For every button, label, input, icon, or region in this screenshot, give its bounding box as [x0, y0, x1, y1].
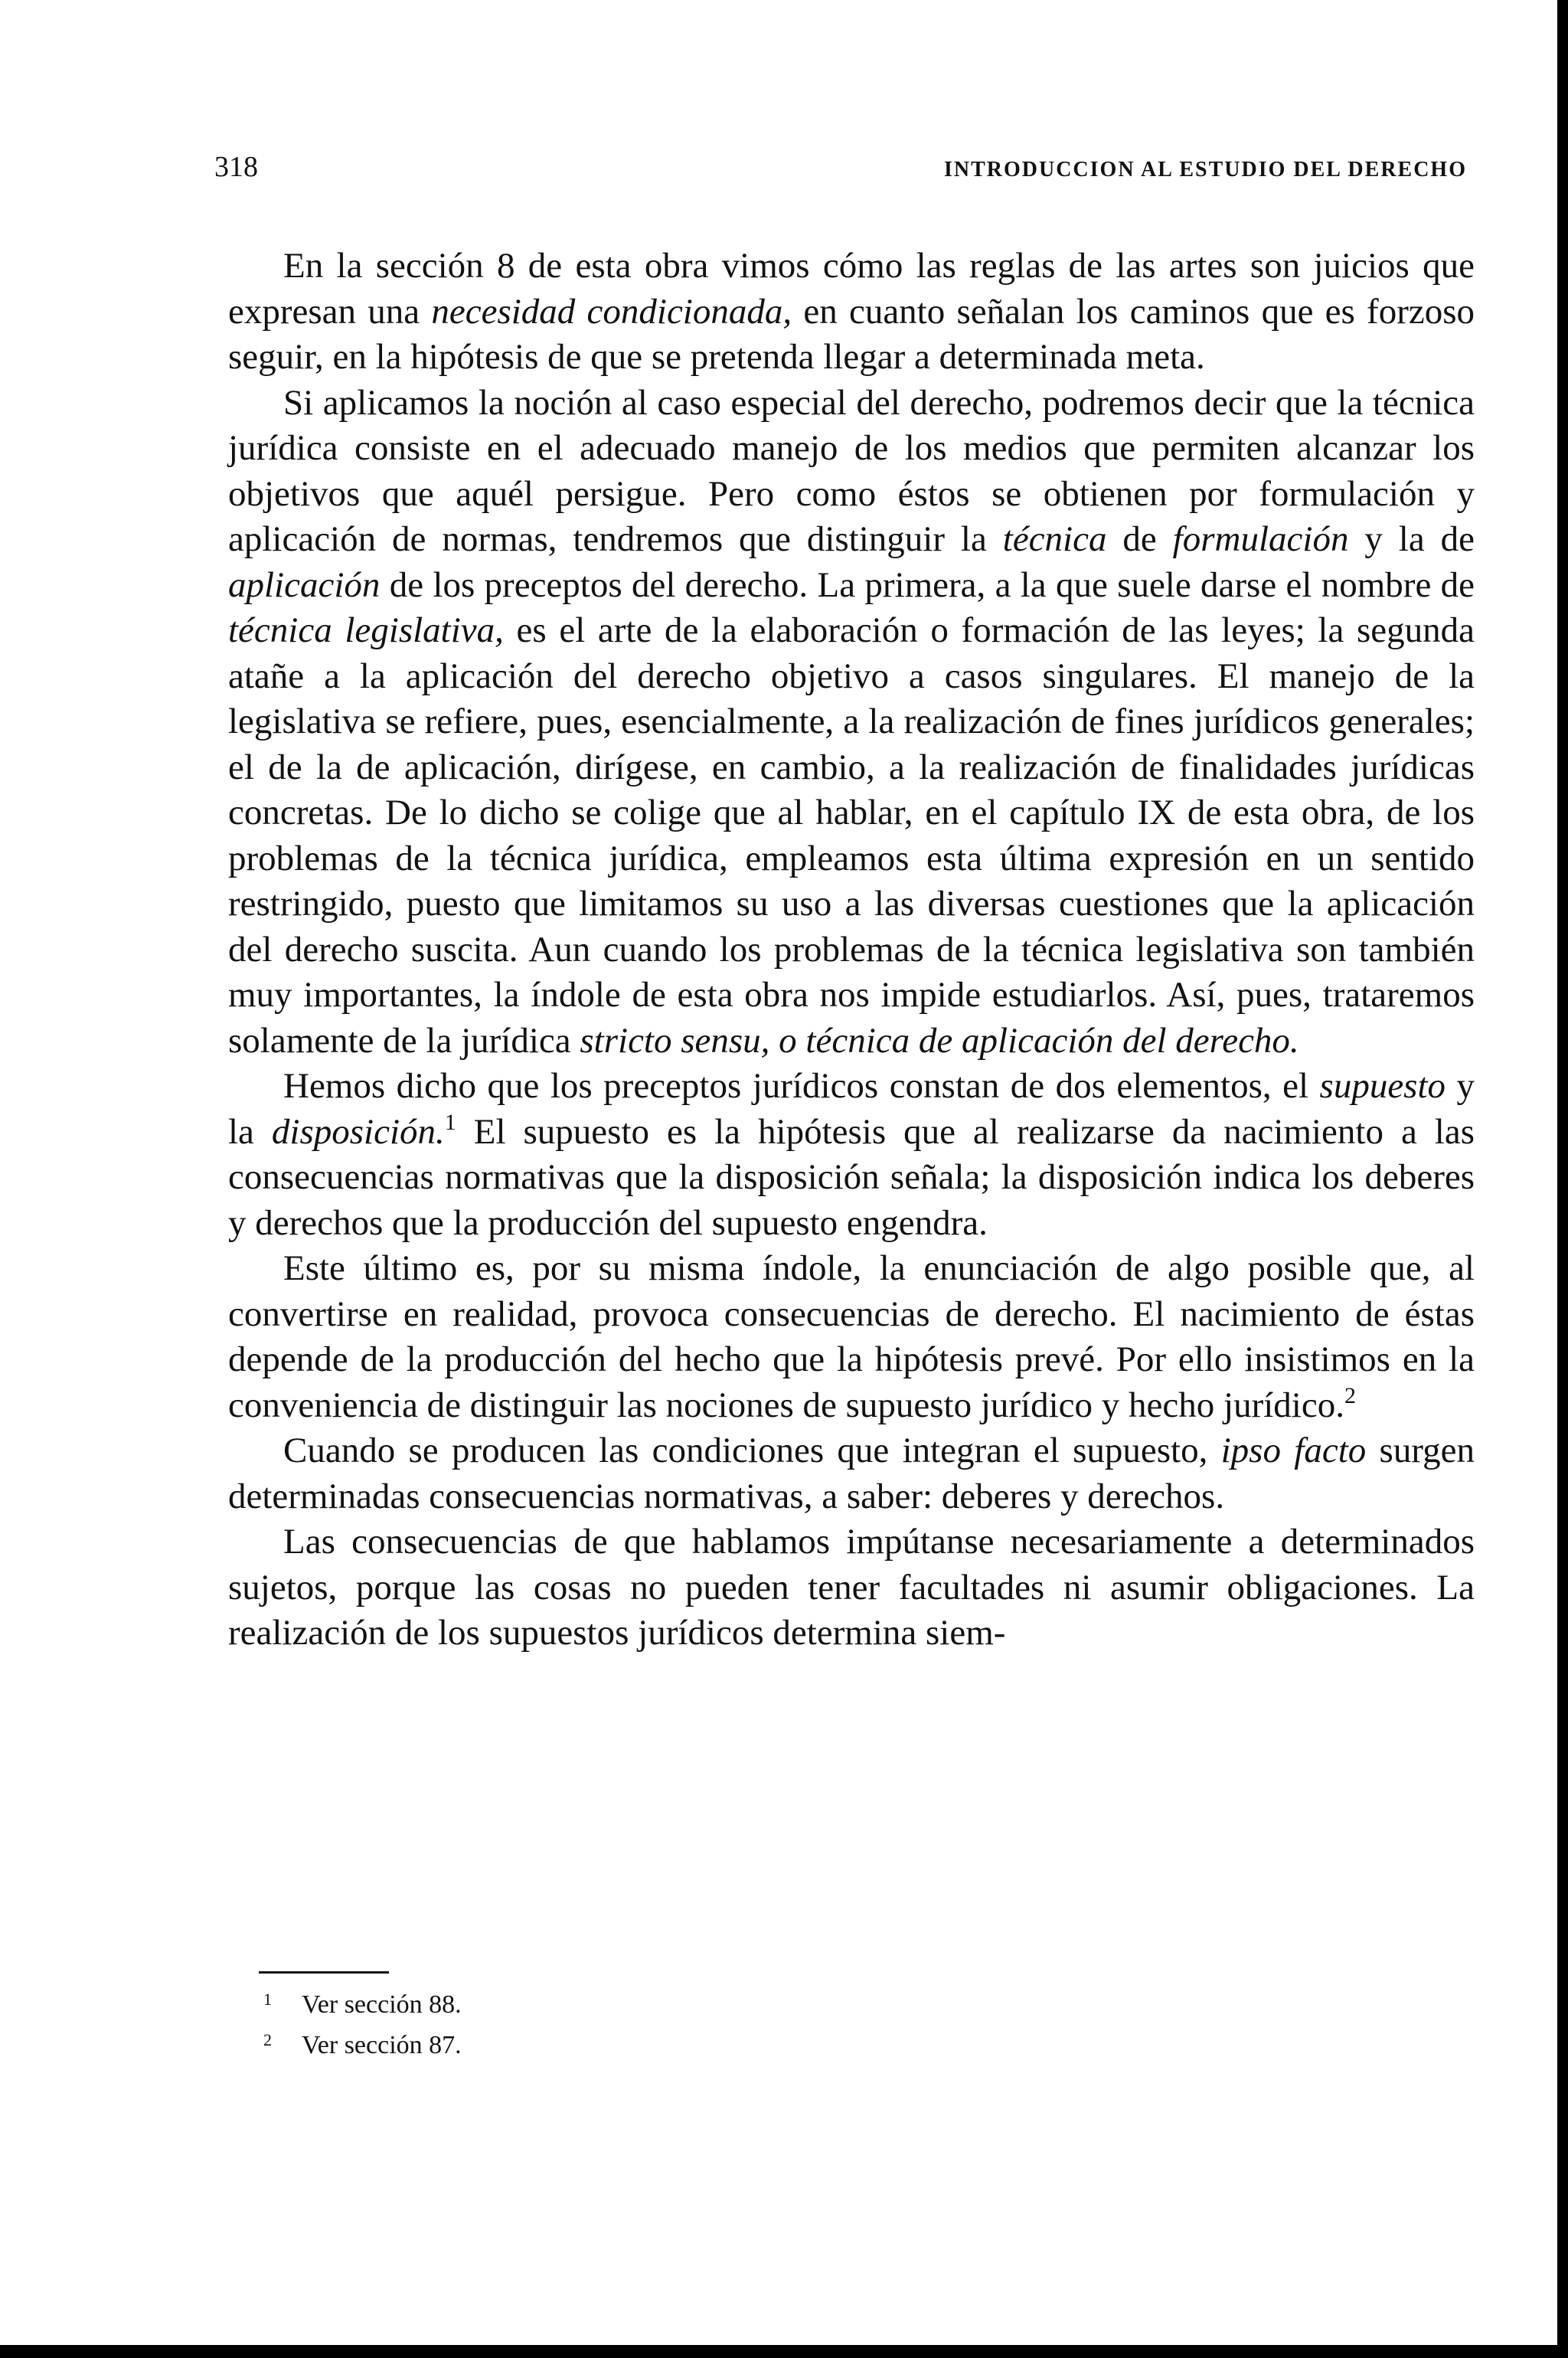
text-run: y la: [228, 1066, 1475, 1152]
italic-text: formulación: [1172, 519, 1349, 559]
footnote-text: Ver sección 88.: [302, 1990, 462, 2019]
footnote: [263, 2023, 462, 2063]
italic-text: aplicación: [228, 564, 381, 605]
text-run: de: [1106, 519, 1173, 559]
text-run: de los preceptos del derecho. La primera, a la que suele darse el nombre de: [380, 564, 1475, 605]
italic-text: supuesto: [1319, 1066, 1446, 1106]
footnote-marker: 1: [263, 1990, 272, 2009]
italic-text: técnica: [1002, 519, 1107, 559]
text-run: Cuando se producen las condiciones que integran el supuesto,: [283, 1431, 1221, 1470]
footnotes: [263, 1982, 462, 2063]
italic-text: ipso facto: [1220, 1431, 1367, 1470]
italic-text: stricto sensu, o técnica de aplicación del derecho.: [580, 1020, 1299, 1061]
text-run: en cuanto señalan los caminos que es forzoso seguir, en la hipótesis de que se pretenda llegar a determinada meta.: [228, 291, 1475, 377]
paragraph: [228, 1428, 1475, 1519]
paragraph: [228, 381, 1475, 1065]
italic-text: necesidad condicionada,: [431, 291, 792, 332]
text-run: Este último es, por su misma índole, la enunciación de algo posible que, al convertirse en realidad, provoca consecuencias de derecho. El nacimiento de éstas depende de la producción del hecho que la hipótesis prevé. Por ello insistimos en la conveniencia de distinguir las nociones de supuesto jurídico y hecho jurídico.: [228, 1248, 1475, 1425]
text-run: Las consecuencias de que hablamos impútanse necesariamente a determinados sujetos, porque las cosas no pueden tener facultades ni asumir obligaciones. La realización de los supuestos jurídicos determina siem-: [228, 1522, 1475, 1653]
footnote-divider: [259, 1971, 389, 1974]
footnote-marker: 2: [263, 2030, 272, 2049]
paragraph: [228, 1064, 1475, 1246]
footnote-text: Ver sección 87.: [302, 2031, 462, 2059]
paragraph: [228, 1246, 1475, 1428]
page-number: 318: [214, 151, 258, 183]
italic-text: técnica legislativa,: [228, 610, 504, 650]
text-run: y la de: [1348, 519, 1475, 559]
main-text: [228, 244, 1475, 1656]
text-run: En la sección 8 de esta obra vimos cómo las reglas de las artes son juicios que expresan una: [228, 246, 1475, 332]
footnote-reference: 1: [444, 1109, 456, 1135]
footnote-reference: 2: [1344, 1382, 1356, 1408]
page-header: [214, 150, 1467, 188]
text-run: Hemos dicho que los preceptos jurídicos constan de dos elementos, el: [283, 1066, 1320, 1106]
paragraph: [228, 1519, 1475, 1656]
text-run: surgen determinadas consecuencias normativas, a saber: deberes y derechos.: [228, 1431, 1475, 1516]
text-run: es el arte de la elaboración o formación de las leyes; la segunda atañe a la aplicación del derecho objetivo a casos singulares. El manejo de la legislativa se refiere, pues, esencialmente, a la realización de fines jurídicos generales; el de la de aplicación, dirígese, en cambio, a la realización de finalidades jurídicas concretas. De lo dicho se colige que al hablar, en el capítulo IX de esta obra, de los problemas de la técnica jurídica, empleamos esta última expresión en un sentido restringido, puesto que limitamos su uso a las diversas cuestiones que la aplicación del derecho suscita. Aun cuando los problemas de la técnica legislativa son también muy importantes, la índole de esta obra nos impide estudiarlos. Así, pues, trataremos solamente de la jurídica: [228, 610, 1475, 1061]
paragraph: [228, 244, 1475, 381]
italic-text: disposición.: [271, 1111, 445, 1152]
running-title: INTRODUCCION AL ESTUDIO DEL DERECHO: [943, 158, 1467, 182]
text-run: Si aplicamos la noción al caso especial del derecho, podremos decir que la técnica jurídica consiste en el adecuado manejo de los medios que permiten alcanzar los objetivos que aquél persigue. Pero como éstos se obtienen por formulación y aplicación de normas, tendremos que distinguir la: [228, 382, 1475, 559]
text-run: El supuesto es la hipótesis que al realizarse da nacimiento a las consecuencias normativas que la disposición señala; la disposición indica los deberes y derechos que la producción del supuesto engendra.: [228, 1111, 1475, 1243]
footnote: [263, 1982, 462, 2023]
